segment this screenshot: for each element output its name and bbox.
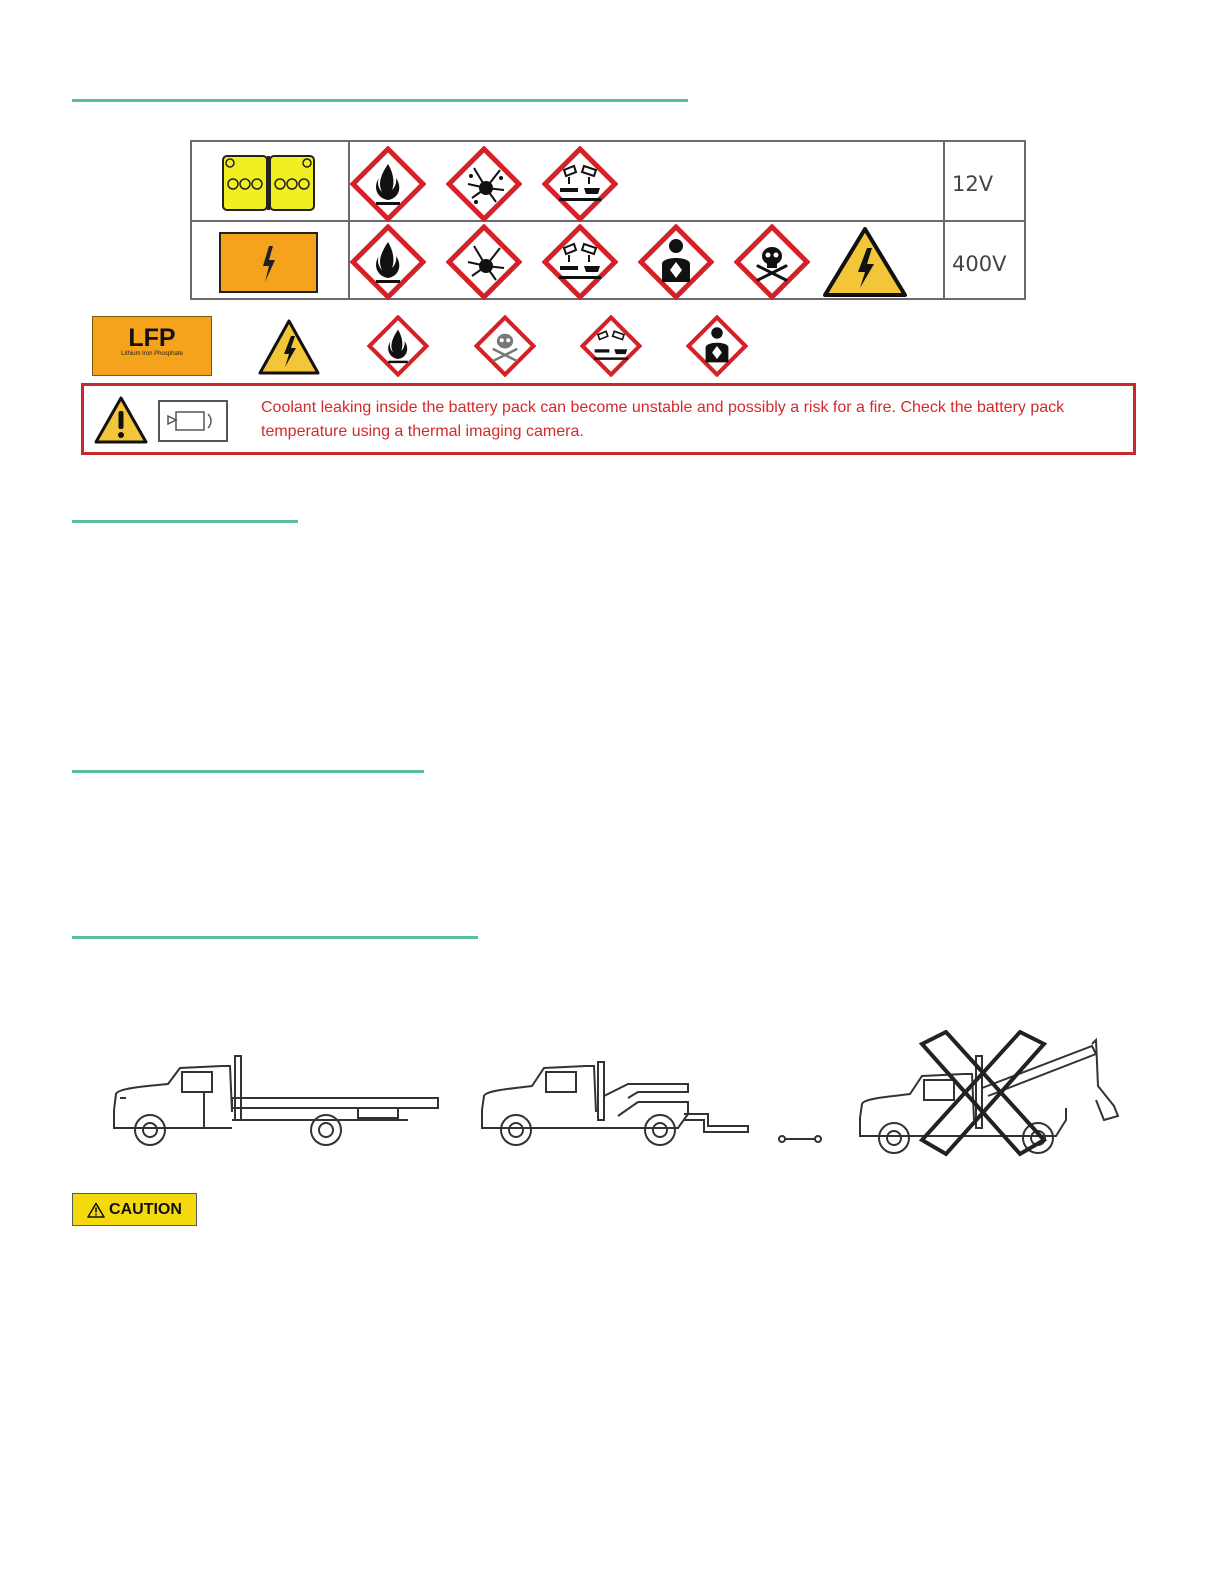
toxic-icon	[474, 315, 536, 377]
flammable-icon	[350, 146, 426, 222]
corrosive-icon	[580, 315, 642, 377]
warning-triangle-icon	[93, 395, 149, 445]
health-hazard-icon	[638, 224, 714, 300]
thermal-camera-icon	[158, 400, 228, 442]
coolant-warning-box	[81, 383, 1136, 455]
corrosive-icon	[542, 146, 618, 222]
section-rule-towing	[72, 936, 478, 939]
dash-separator	[776, 1132, 824, 1146]
lfp-label	[92, 316, 212, 376]
toxic-icon	[734, 224, 810, 300]
corrosive-icon	[542, 224, 618, 300]
caution-label: CAUTION	[109, 1200, 182, 1218]
caution-badge	[72, 1193, 197, 1226]
explosive-icon	[446, 146, 522, 222]
lfp-title: LFP	[128, 324, 176, 352]
hazard-table	[190, 140, 1026, 300]
warning-line-1: Coolant leaking inside the battery pack can become unstable and possibly a risk for a fire. Check the battery pack	[261, 399, 1065, 416]
section-rule-3	[72, 770, 424, 773]
section-rule-2	[72, 520, 298, 523]
electrical-hazard-icon	[822, 226, 908, 298]
lfp-subtitle: Lithium Iron Phosphate	[121, 351, 183, 357]
hook-chain-truck-not-allowed	[856, 1030, 1126, 1160]
health-hazard-icon	[686, 315, 748, 377]
flammable-icon	[350, 224, 426, 300]
explosive-icon	[446, 224, 522, 300]
coolant-warning-text	[261, 396, 1131, 444]
flatbed-truck	[108, 1050, 442, 1150]
voltage-label-12v: 12V	[952, 172, 994, 196]
warning-triangle-icon	[87, 1202, 105, 1218]
12v-battery-icon	[222, 153, 316, 213]
wheel-lift-truck	[478, 1058, 754, 1150]
section-rule-hazards	[72, 99, 688, 102]
flammable-icon	[367, 315, 429, 377]
warning-line-2: temperature using a thermal imaging camera.	[261, 423, 584, 440]
electrical-hazard-icon	[257, 318, 321, 376]
high-voltage-battery-icon	[219, 232, 319, 294]
voltage-label-400v: 400V	[952, 252, 1007, 276]
